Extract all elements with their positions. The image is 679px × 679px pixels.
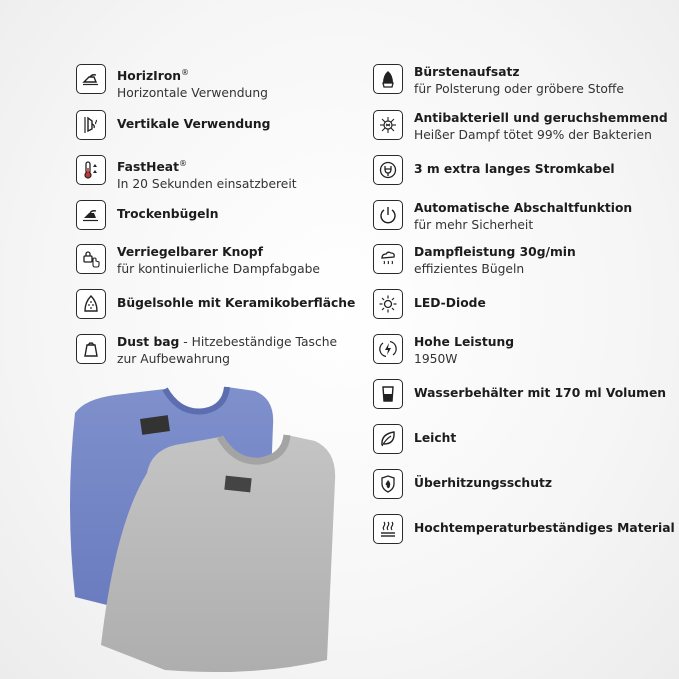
feature-water-tank <box>373 379 666 409</box>
water-tank-icon <box>373 379 403 409</box>
feature-heat-material <box>373 514 675 544</box>
lock-button-icon <box>76 244 106 274</box>
feature-fastheat <box>76 155 297 193</box>
feature-subtitle: Heißer Dampf tötet 99% der Bakterien <box>414 128 652 142</box>
power-plug-icon <box>373 155 403 185</box>
feature-title: Hochtemperaturbeständiges Material <box>414 521 675 535</box>
feature-ceramic-soleplate <box>76 289 355 319</box>
feature-vertical <box>76 110 270 140</box>
feature-overheat <box>373 469 552 499</box>
feature-title: Trockenbügeln <box>117 207 219 221</box>
feature-title: Vertikale Verwendung <box>117 117 271 131</box>
feature-subtitle: für Polsterung oder gröbere Stoffe <box>414 82 624 96</box>
feature-title: Antibakteriell und geruchshemmend <box>414 111 668 125</box>
feature-title: 3 m extra langes Stromkabel <box>414 162 615 176</box>
feature-subtitle: für mehr Sicherheit <box>414 218 534 232</box>
feature-dry-ironing <box>76 200 218 230</box>
overheat-flame-icon <box>373 469 403 499</box>
feature-title: Bügelsohle mit Keramikoberfläche <box>117 296 356 310</box>
feature-light <box>373 424 456 454</box>
feature-horiziron <box>76 64 268 102</box>
feature-title: FastHeat <box>117 160 179 175</box>
heat-material-icon <box>373 514 403 544</box>
feature-subtitle: 1950W <box>414 352 458 366</box>
feature-brush <box>373 64 624 98</box>
led-sun-icon <box>373 289 403 319</box>
feature-subtitle: Horizontale Verwendung <box>117 86 268 101</box>
feature-high-power <box>373 334 514 368</box>
folded-tshirts-image <box>55 385 355 675</box>
feature-subtitle: für kontinuierliche Dampfabgabe <box>117 262 320 276</box>
feature-title: Leicht <box>414 431 457 445</box>
leaf-icon <box>373 424 403 454</box>
power-bolt-icon <box>373 334 403 364</box>
feature-title: Automatische Abschaltfunktion <box>414 201 633 215</box>
registered-mark: ® <box>181 68 190 77</box>
feature-title: Überhitzungsschutz <box>414 476 552 490</box>
dry-iron-icon <box>76 200 106 230</box>
feature-title: Wasserbehälter mit 170 ml Volumen <box>414 386 667 400</box>
feature-title: LED-Diode <box>414 296 486 310</box>
feature-title: Hohe Leistung <box>414 335 515 349</box>
auto-off-icon <box>373 200 403 230</box>
feature-auto-off <box>373 200 632 234</box>
feature-dust-bag <box>76 334 337 368</box>
feature-led <box>373 289 486 319</box>
brush-attachment-icon <box>373 64 403 94</box>
steam-icon <box>373 244 403 274</box>
feature-subtitle: In 20 Sekunden einsatzbereit <box>117 177 297 192</box>
feature-title: Verriegelbarer Knopf <box>117 245 263 259</box>
feature-title: Dust bag <box>117 335 180 349</box>
thermometer-icon <box>76 155 106 185</box>
iron-horizontal-icon <box>76 64 106 94</box>
antibacterial-icon <box>373 110 403 140</box>
feature-subtitle: effizientes Bügeln <box>414 262 525 276</box>
iron-vertical-icon <box>76 110 106 140</box>
feature-title: Dampfleistung 30g/min <box>414 245 576 259</box>
feature-steam-output <box>373 244 576 278</box>
feature-title: Bürstenaufsatz <box>414 65 520 79</box>
registered-mark: ® <box>178 159 187 168</box>
ceramic-soleplate-icon <box>76 289 106 319</box>
feature-title: HorizIron <box>117 69 182 84</box>
feature-power-cable <box>373 155 615 185</box>
feature-antibacterial <box>373 110 668 144</box>
feature-subtitle: zur Aufbewahrung <box>117 352 230 366</box>
feature-lock-button <box>76 244 320 278</box>
feature-title-suffix: - Hitzebeständige Tasche <box>179 335 338 349</box>
dust-bag-icon <box>76 334 106 364</box>
